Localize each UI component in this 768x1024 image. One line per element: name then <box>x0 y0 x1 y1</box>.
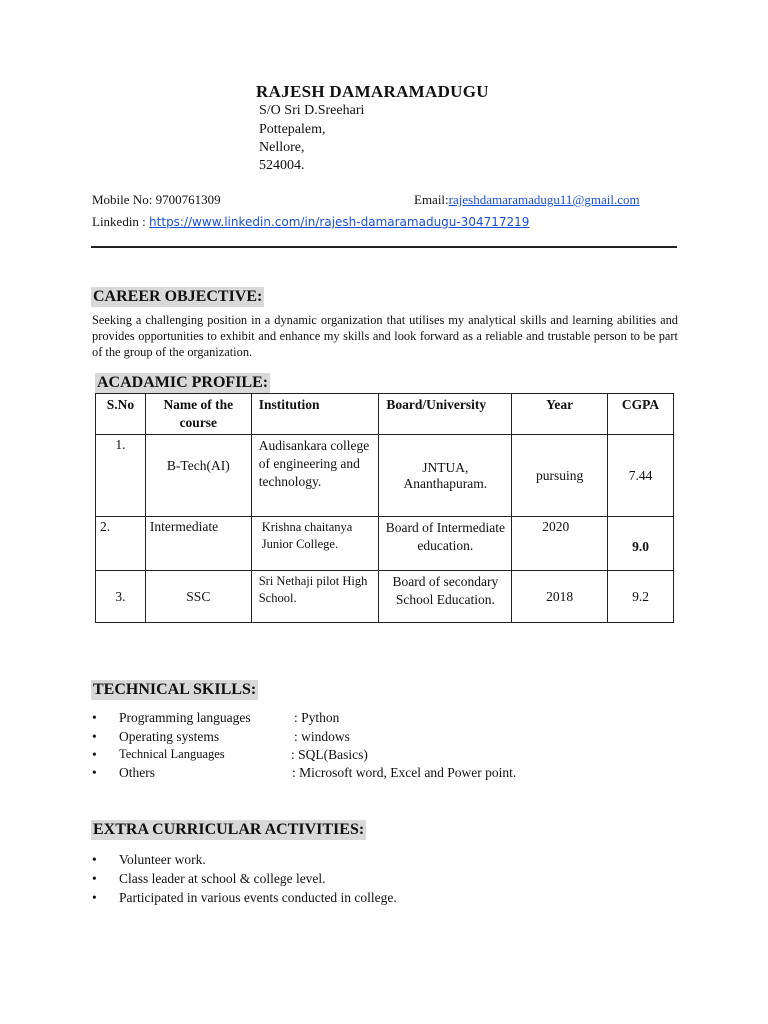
mobile-line <box>92 192 221 208</box>
cell-sno: 1. <box>96 435 146 517</box>
skill-label: Others <box>119 765 155 780</box>
bullet-icon: • <box>92 729 97 744</box>
activity-text: Class leader at school & college level. <box>119 871 326 886</box>
table-row <box>96 517 674 571</box>
cell-year: 2020 <box>512 517 608 571</box>
header-year: Year <box>512 394 608 435</box>
email-line <box>414 192 640 208</box>
academic-profile-title: ACADAMIC PROFILE: <box>97 374 269 391</box>
cell-institution: Sri Nethaji pilot High School. <box>251 571 379 623</box>
cell-year: 2018 <box>512 571 608 623</box>
activity-text: Volunteer work. <box>119 852 206 867</box>
bullet-icon: • <box>92 747 97 762</box>
cell-sno: 3. <box>96 571 146 623</box>
table-header-row <box>96 394 674 435</box>
cell-course: Intermediate <box>145 517 251 571</box>
cell-course: B-Tech(AI) <box>145 435 251 517</box>
cell-institution: Audisankara college of engineering and technology. <box>251 435 379 517</box>
career-objective-title: CAREER OBJECTIVE: <box>93 288 263 305</box>
resume-name: RAJESH DAMARAMADUGU <box>256 82 489 101</box>
skill-label: Operating systems <box>119 729 220 744</box>
cell-sno: 2. <box>96 517 146 571</box>
bullet-icon: • <box>92 765 97 780</box>
extra-curricular-title: EXTRA CURRICULAR ACTIVITIES: <box>93 821 365 838</box>
career-objective-text: Seeking a challenging position in a dynamic organization that utilises my analytical skills and learning abilities and provides opportunities to exhibit and enhance my skills and look forward as a reliable and trustable person to be part of the group of the organization. <box>92 313 678 359</box>
skill-label: Programming languages <box>119 710 251 725</box>
header-course: Name of the course <box>145 394 251 435</box>
cell-board: Board of Intermediate education. <box>379 517 512 571</box>
email-link[interactable]: rajeshdamaramadugu11@gmail.com <box>448 192 640 207</box>
header-board: Board/University <box>379 394 512 435</box>
table-row <box>96 571 674 623</box>
header-divider <box>91 246 677 248</box>
cell-board: Board of secondary School Education. <box>379 571 512 623</box>
technical-skills-title: TECHNICAL SKILLS: <box>93 681 257 698</box>
cell-institution: Krishna chaitanya Junior College. <box>251 517 379 571</box>
academic-table <box>95 393 674 623</box>
bullet-icon: • <box>92 871 97 886</box>
bullet-icon: • <box>92 852 97 867</box>
header-sno: S.No <box>96 394 146 435</box>
address-line-2: Pottepalem, <box>259 122 326 137</box>
mobile-number: 9700761309 <box>155 192 221 207</box>
skill-label: Technical Languages <box>119 747 225 761</box>
bullet-icon: • <box>92 710 97 725</box>
mobile-label: Mobile No: <box>92 192 156 207</box>
cell-cgpa: 7.44 <box>608 435 674 517</box>
bullet-icon: • <box>92 890 97 905</box>
skill-value: : Python <box>294 710 340 725</box>
table-row <box>96 435 674 517</box>
linkedin-line <box>92 214 529 230</box>
cell-cgpa: 9.2 <box>608 571 674 623</box>
cell-course: SSC <box>145 571 251 623</box>
cell-year: pursuing <box>512 435 608 517</box>
address-line-4: 524004. <box>259 158 305 173</box>
skill-value: : SQL(Basics) <box>291 747 368 762</box>
address-line-1: S/O Sri D.Sreehari <box>259 103 365 118</box>
skill-value: : windows <box>294 729 350 744</box>
activity-text: Participated in various events conducted in college. <box>119 890 397 905</box>
address-line-3: Nellore, <box>259 140 305 155</box>
cell-board: JNTUA, Ananthapuram. <box>379 435 512 517</box>
skill-value: : Microsoft word, Excel and Power point. <box>292 765 517 780</box>
linkedin-link[interactable]: https://www.linkedin.com/in/rajesh-damaramadugu-304717219 <box>149 215 530 229</box>
header-institution: Institution <box>251 394 379 435</box>
header-cgpa: CGPA <box>608 394 674 435</box>
cell-cgpa: 9.0 <box>608 517 674 571</box>
linkedin-label: Linkedin : <box>92 214 150 229</box>
email-label: Email: <box>414 192 449 207</box>
